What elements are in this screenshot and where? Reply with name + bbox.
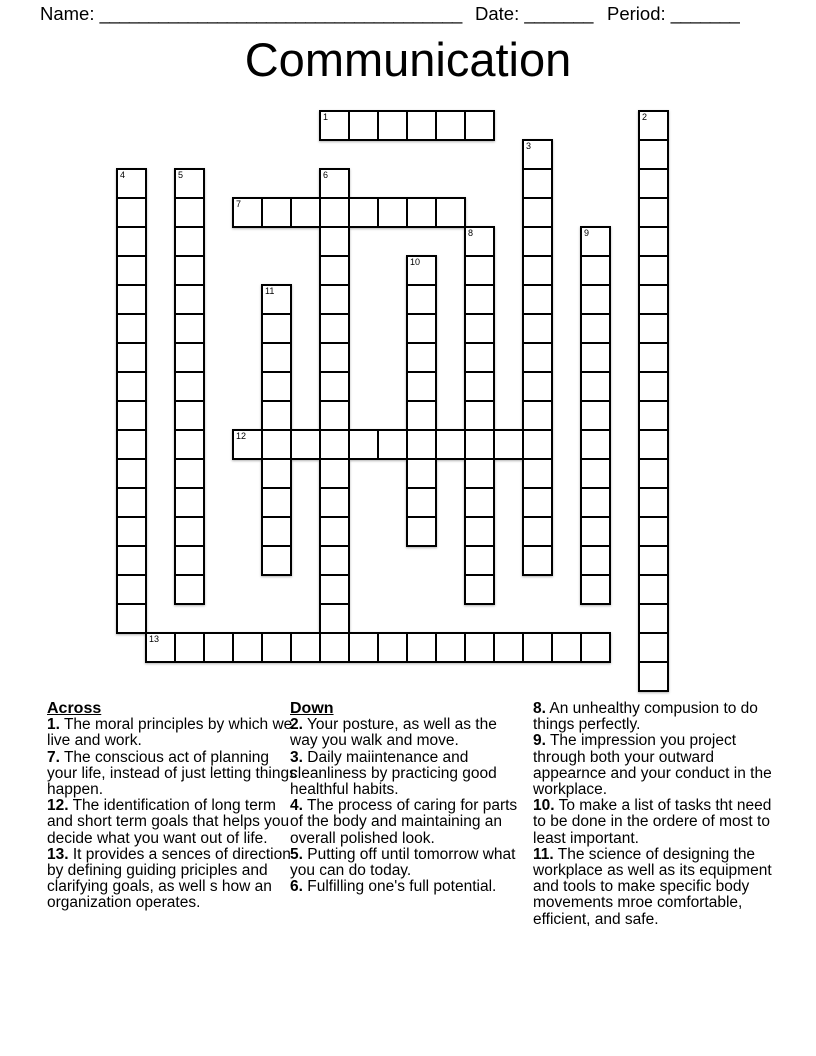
grid-cell[interactable] bbox=[116, 197, 147, 228]
grid-cell[interactable] bbox=[580, 400, 611, 431]
grid-cell[interactable] bbox=[319, 313, 350, 344]
grid-cell[interactable] bbox=[319, 197, 350, 228]
grid-cell[interactable] bbox=[406, 632, 437, 663]
clue-number: 1. bbox=[47, 716, 60, 734]
clue-3 bbox=[290, 750, 526, 799]
grid-cell[interactable] bbox=[638, 400, 669, 431]
grid-cell[interactable] bbox=[174, 400, 205, 431]
grid-cell[interactable] bbox=[377, 632, 408, 663]
clue-number: 4. bbox=[290, 797, 303, 815]
grid-cell[interactable] bbox=[638, 110, 669, 141]
grid-cell-number: 3 bbox=[526, 141, 532, 151]
clue-text: The moral principles by which we live and work. bbox=[47, 716, 293, 750]
clue-number: 6. bbox=[290, 878, 303, 896]
grid-cell[interactable] bbox=[174, 342, 205, 373]
clue-number: 5. bbox=[290, 845, 303, 863]
grid-cell[interactable] bbox=[638, 487, 669, 518]
clue-text: The science of designing the workplace as well as its equipment and tools to make specific body movements mroe comfortable, efficient, and safe. bbox=[533, 845, 772, 928]
clue-number: 2. bbox=[290, 716, 303, 734]
grid-cell[interactable] bbox=[203, 632, 234, 663]
grid-cell[interactable] bbox=[638, 371, 669, 402]
grid-cell[interactable] bbox=[116, 487, 147, 518]
clue-number: 9. bbox=[533, 732, 546, 750]
grid-cell[interactable] bbox=[522, 313, 553, 344]
clue-11 bbox=[533, 847, 785, 928]
grid-cell[interactable] bbox=[174, 313, 205, 344]
grid-cell[interactable] bbox=[261, 516, 292, 547]
clue-2 bbox=[290, 717, 526, 749]
clue-number: 11. bbox=[533, 845, 554, 863]
clue-text: The process of caring for parts of the body and maintaining an overall polished look. bbox=[290, 797, 518, 847]
grid-cell[interactable] bbox=[406, 429, 437, 460]
grid-cell[interactable] bbox=[638, 255, 669, 286]
grid-cell[interactable] bbox=[580, 284, 611, 315]
clue-text: The impression you project through both your outward appearnce and your conduct in the workplace. bbox=[533, 732, 772, 799]
grid-cell[interactable] bbox=[406, 342, 437, 373]
grid-cell[interactable] bbox=[116, 168, 147, 199]
clue-4 bbox=[290, 798, 526, 847]
grid-cell[interactable] bbox=[522, 429, 553, 460]
grid-cell[interactable] bbox=[319, 110, 350, 141]
grid-cell[interactable] bbox=[464, 574, 495, 605]
down-heading: Down bbox=[290, 700, 334, 717]
clue-number: 13. bbox=[47, 845, 69, 863]
grid-cell[interactable] bbox=[493, 429, 524, 460]
clue-8 bbox=[533, 701, 785, 733]
grid-cell[interactable] bbox=[580, 313, 611, 344]
grid-cell-number: 12 bbox=[236, 431, 247, 441]
grid-cell[interactable] bbox=[319, 487, 350, 518]
across-heading: Across bbox=[47, 700, 102, 717]
grid-cell[interactable] bbox=[116, 284, 147, 315]
grid-cell[interactable] bbox=[261, 197, 292, 228]
grid-cell[interactable] bbox=[174, 371, 205, 402]
clue-9 bbox=[533, 733, 785, 798]
clue-number: 7. bbox=[47, 748, 60, 766]
clue-text: Your posture, as well as the way you walk and move. bbox=[290, 716, 497, 750]
grid-cell[interactable] bbox=[174, 168, 205, 199]
clue-10 bbox=[533, 798, 785, 847]
grid-cell[interactable] bbox=[406, 313, 437, 344]
grid-cell[interactable] bbox=[319, 226, 350, 257]
down-clue-column bbox=[290, 701, 526, 895]
grid-cell[interactable] bbox=[580, 516, 611, 547]
grid-cell[interactable] bbox=[174, 516, 205, 547]
clue-number: 3. bbox=[290, 748, 303, 766]
grid-cell[interactable] bbox=[116, 603, 147, 634]
grid-cell[interactable] bbox=[319, 168, 350, 199]
grid-cell[interactable] bbox=[348, 632, 379, 663]
grid-cell[interactable] bbox=[319, 284, 350, 315]
grid-cell[interactable] bbox=[319, 342, 350, 373]
clue-1 bbox=[47, 717, 299, 749]
clue-12 bbox=[47, 798, 299, 847]
grid-cell[interactable] bbox=[522, 168, 553, 199]
grid-cell[interactable] bbox=[232, 429, 263, 460]
clue-text: It provides a sences of direction by defining guiding priciples and clarifying goals, as well s how an organization operates. bbox=[47, 845, 291, 912]
grid-cell[interactable] bbox=[638, 458, 669, 489]
clue-6 bbox=[290, 879, 526, 895]
clue-text: Daily maiintenance and cleanliness by practicing good healthful habits. bbox=[290, 748, 497, 799]
grid-cell[interactable] bbox=[464, 110, 495, 141]
grid-cell[interactable] bbox=[580, 574, 611, 605]
grid-cell[interactable] bbox=[232, 197, 263, 228]
grid-cell[interactable] bbox=[232, 632, 263, 663]
grid-cell[interactable] bbox=[406, 371, 437, 402]
grid-cell[interactable] bbox=[464, 400, 495, 431]
grid-cell[interactable] bbox=[319, 603, 350, 634]
clue-text: Fulfilling one's full potential. bbox=[307, 878, 497, 896]
grid-cell[interactable] bbox=[638, 284, 669, 315]
grid-cell[interactable] bbox=[406, 516, 437, 547]
grid-cell[interactable] bbox=[522, 371, 553, 402]
grid-cell[interactable] bbox=[406, 400, 437, 431]
grid-cell[interactable] bbox=[116, 574, 147, 605]
grid-cell[interactable] bbox=[464, 458, 495, 489]
grid-cell[interactable] bbox=[435, 632, 466, 663]
grid-cell[interactable] bbox=[522, 632, 553, 663]
grid-cell[interactable] bbox=[522, 197, 553, 228]
grid-cell[interactable] bbox=[261, 342, 292, 373]
grid-cell[interactable] bbox=[522, 139, 553, 170]
grid-cell[interactable] bbox=[580, 255, 611, 286]
grid-cell[interactable] bbox=[580, 545, 611, 576]
grid-cell[interactable] bbox=[348, 429, 379, 460]
grid-cell[interactable] bbox=[116, 226, 147, 257]
grid-cell[interactable] bbox=[522, 226, 553, 257]
grid-cell[interactable] bbox=[435, 110, 466, 141]
clue-text: The identification of long term and short term goals that helps you decide what you want out of life. bbox=[47, 797, 290, 847]
grid-cell-number: 10 bbox=[410, 257, 421, 267]
grid-cell[interactable] bbox=[319, 429, 350, 460]
clue-text: The conscious act of planning your life, instead of just letting things happen. bbox=[47, 748, 297, 799]
grid-cell[interactable] bbox=[406, 487, 437, 518]
grid-cell[interactable] bbox=[522, 284, 553, 315]
grid-cell[interactable] bbox=[464, 284, 495, 315]
grid-cell[interactable] bbox=[145, 632, 176, 663]
grid-cell[interactable] bbox=[174, 632, 205, 663]
grid-cell[interactable] bbox=[348, 197, 379, 228]
grid-cell-number: 5 bbox=[178, 170, 184, 180]
grid-cell[interactable] bbox=[580, 632, 611, 663]
grid-cell[interactable] bbox=[261, 313, 292, 344]
grid-cell[interactable] bbox=[638, 661, 669, 692]
grid-cell[interactable] bbox=[116, 342, 147, 373]
grid-cell-number: 7 bbox=[236, 199, 242, 209]
grid-cell[interactable] bbox=[580, 342, 611, 373]
grid-cell[interactable] bbox=[406, 284, 437, 315]
grid-cell[interactable] bbox=[522, 458, 553, 489]
period-field bbox=[607, 3, 739, 25]
grid-cell[interactable] bbox=[348, 110, 379, 141]
grid-cell[interactable] bbox=[464, 632, 495, 663]
name-blank-line[interactable]: _____________________________________ bbox=[99, 3, 462, 24]
grid-cell[interactable] bbox=[464, 545, 495, 576]
grid-cell[interactable] bbox=[638, 168, 669, 199]
grid-cell[interactable] bbox=[261, 284, 292, 315]
grid-cell[interactable] bbox=[464, 226, 495, 257]
grid-cell[interactable] bbox=[319, 516, 350, 547]
grid-cell[interactable] bbox=[522, 545, 553, 576]
grid-cell[interactable] bbox=[580, 226, 611, 257]
grid-cell[interactable] bbox=[290, 197, 321, 228]
grid-cell[interactable] bbox=[261, 371, 292, 402]
clue-number: 8. bbox=[533, 700, 546, 717]
grid-cell[interactable] bbox=[116, 429, 147, 460]
grid-cell[interactable] bbox=[377, 110, 408, 141]
grid-cell[interactable] bbox=[261, 545, 292, 576]
grid-cell[interactable] bbox=[116, 313, 147, 344]
date-label: Date: bbox=[475, 3, 520, 24]
puzzle-title: Communication bbox=[244, 33, 572, 86]
grid-cell[interactable] bbox=[464, 342, 495, 373]
grid-cell[interactable] bbox=[319, 545, 350, 576]
grid-cell[interactable] bbox=[522, 516, 553, 547]
clue-number: 12. bbox=[47, 797, 69, 815]
grid-cell[interactable] bbox=[638, 429, 669, 460]
clue-text: To make a list of tasks tht need to be done in the ordere of most to least important. bbox=[533, 797, 772, 847]
grid-cell[interactable] bbox=[377, 197, 408, 228]
grid-cell[interactable] bbox=[464, 487, 495, 518]
grid-cell[interactable] bbox=[174, 429, 205, 460]
date-blank-line[interactable]: _______ bbox=[524, 3, 593, 24]
grid-cell[interactable] bbox=[290, 632, 321, 663]
grid-cell[interactable] bbox=[580, 371, 611, 402]
grid-cell-number: 4 bbox=[120, 170, 126, 180]
grid-cell[interactable] bbox=[638, 632, 669, 663]
grid-cell[interactable] bbox=[464, 313, 495, 344]
grid-cell[interactable] bbox=[174, 226, 205, 257]
grid-cell[interactable] bbox=[116, 400, 147, 431]
grid-cell[interactable] bbox=[522, 487, 553, 518]
clue-text: An unhealthy compusion to do things perfectly. bbox=[533, 700, 758, 734]
grid-cell-number: 8 bbox=[468, 228, 474, 238]
grid-cell[interactable] bbox=[261, 400, 292, 431]
grid-cell[interactable] bbox=[319, 632, 350, 663]
grid-cell[interactable] bbox=[638, 313, 669, 344]
grid-cell[interactable] bbox=[638, 603, 669, 634]
period-blank-line[interactable]: _______ bbox=[670, 3, 740, 24]
grid-cell[interactable] bbox=[261, 429, 292, 460]
grid-cell[interactable] bbox=[174, 255, 205, 286]
grid-cell[interactable] bbox=[116, 516, 147, 547]
grid-cell[interactable] bbox=[638, 139, 669, 170]
grid-cell[interactable] bbox=[638, 197, 669, 228]
grid-cell[interactable] bbox=[464, 255, 495, 286]
grid-cell-number: 2 bbox=[642, 112, 648, 122]
across-clue-column bbox=[47, 701, 299, 912]
grid-cell-number: 9 bbox=[584, 228, 590, 238]
grid-cell[interactable] bbox=[174, 458, 205, 489]
clue-13 bbox=[47, 847, 299, 912]
name-field bbox=[40, 3, 462, 25]
grid-cell[interactable] bbox=[464, 516, 495, 547]
grid-cell[interactable] bbox=[406, 255, 437, 286]
grid-cell-number: 1 bbox=[323, 112, 329, 122]
grid-cell[interactable] bbox=[377, 429, 408, 460]
grid-cell[interactable] bbox=[174, 545, 205, 576]
grid-cell[interactable] bbox=[580, 429, 611, 460]
grid-cell[interactable] bbox=[319, 458, 350, 489]
grid-cell[interactable] bbox=[261, 632, 292, 663]
clue-5 bbox=[290, 847, 526, 879]
grid-cell[interactable] bbox=[261, 487, 292, 518]
grid-cell-number: 13 bbox=[149, 634, 160, 644]
period-label: Period: bbox=[607, 3, 666, 24]
grid-cell[interactable] bbox=[522, 400, 553, 431]
grid-cell[interactable] bbox=[319, 371, 350, 402]
grid-cell[interactable] bbox=[522, 342, 553, 373]
grid-cell[interactable] bbox=[580, 458, 611, 489]
grid-cell[interactable] bbox=[116, 255, 147, 286]
grid-cell[interactable] bbox=[290, 429, 321, 460]
grid-cell[interactable] bbox=[638, 574, 669, 605]
grid-cell[interactable] bbox=[261, 458, 292, 489]
grid-cell[interactable] bbox=[464, 429, 495, 460]
grid-cell[interactable] bbox=[174, 487, 205, 518]
grid-cell[interactable] bbox=[406, 458, 437, 489]
name-label: Name: bbox=[40, 3, 95, 24]
clue-text: Putting off until tomorrow what you can do today. bbox=[290, 845, 516, 880]
grid-cell[interactable] bbox=[551, 632, 582, 663]
grid-cell[interactable] bbox=[522, 255, 553, 286]
grid-cell[interactable] bbox=[174, 284, 205, 315]
grid-cell[interactable] bbox=[435, 197, 466, 228]
grid-cell[interactable] bbox=[319, 255, 350, 286]
clue-number: 10. bbox=[533, 797, 555, 815]
grid-cell[interactable] bbox=[493, 632, 524, 663]
clue-7 bbox=[47, 750, 299, 799]
date-field bbox=[475, 3, 593, 25]
grid-cell[interactable] bbox=[174, 574, 205, 605]
grid-cell[interactable] bbox=[435, 429, 466, 460]
grid-cell[interactable] bbox=[116, 458, 147, 489]
grid-cell[interactable] bbox=[319, 574, 350, 605]
down-clue-column-continued bbox=[533, 701, 785, 928]
grid-cell[interactable] bbox=[638, 342, 669, 373]
grid-cell[interactable] bbox=[638, 545, 669, 576]
grid-cell[interactable] bbox=[638, 226, 669, 257]
grid-cell[interactable] bbox=[116, 371, 147, 402]
grid-cell[interactable] bbox=[580, 487, 611, 518]
grid-cell[interactable] bbox=[319, 400, 350, 431]
grid-cell[interactable] bbox=[464, 371, 495, 402]
grid-cell[interactable] bbox=[406, 110, 437, 141]
grid-cell-number: 11 bbox=[265, 286, 275, 296]
grid-cell-number: 6 bbox=[323, 170, 329, 180]
grid-cell[interactable] bbox=[406, 197, 437, 228]
grid-cell[interactable] bbox=[116, 545, 147, 576]
grid-cell[interactable] bbox=[638, 516, 669, 547]
grid-cell[interactable] bbox=[174, 197, 205, 228]
